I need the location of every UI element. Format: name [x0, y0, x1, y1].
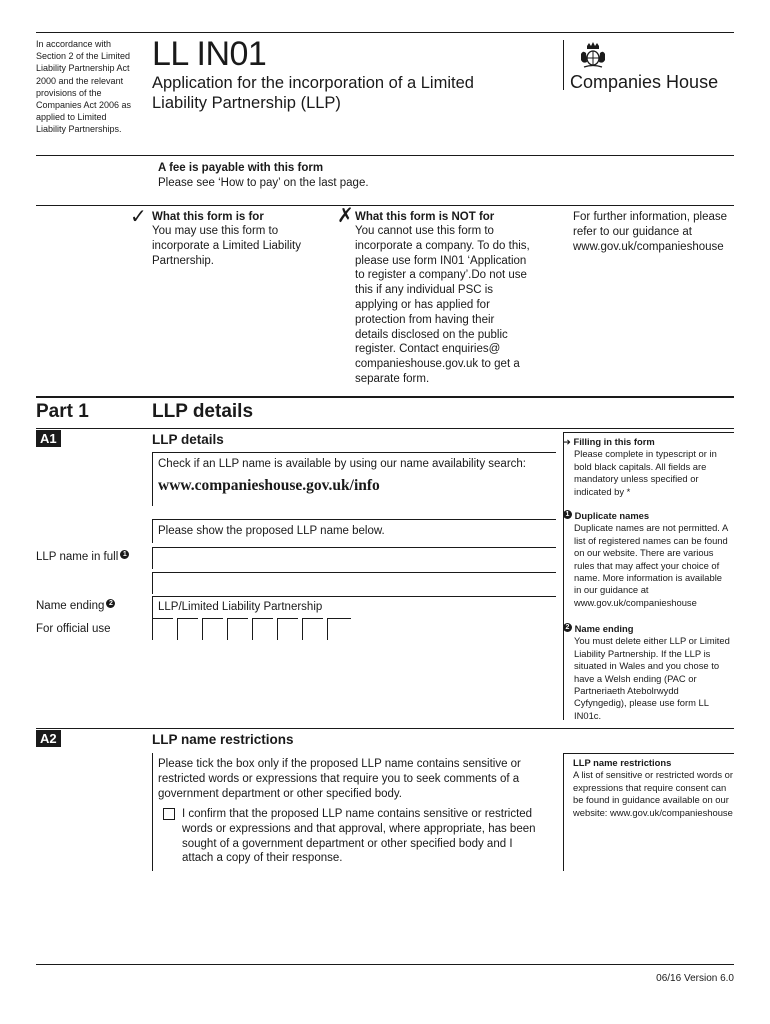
- brand-name: Companies House: [570, 72, 719, 92]
- ending-title: Name ending: [574, 623, 634, 634]
- official-cell: [177, 618, 198, 640]
- ending-block: [563, 623, 731, 722]
- form-not-for-title: What this form is NOT for: [355, 211, 495, 223]
- official-cell: [327, 618, 351, 640]
- name-search-link[interactable]: www.companieshouse.gov.uk/info: [158, 477, 380, 494]
- official-cell: [302, 618, 323, 640]
- official-cell: [277, 618, 298, 640]
- filling-block: [563, 436, 731, 498]
- arrow-icon: ➜: [563, 436, 571, 447]
- note-2-icon: 2: [106, 599, 115, 608]
- guidance-a2-rule: [563, 753, 564, 871]
- name-ending-value: LLP/Limited Liability Partnership: [158, 601, 323, 613]
- official-cell: [202, 618, 223, 640]
- fee-title: A fee is payable with this form: [158, 162, 324, 174]
- header-bottom-rule: [36, 155, 734, 156]
- propose-text: Please show the proposed LLP name below.: [158, 525, 385, 537]
- llp-name-label: [36, 550, 129, 565]
- filling-title: Filling in this form: [573, 436, 655, 447]
- a2-title: LLP name restrictions: [152, 732, 294, 747]
- footer-rule: [36, 964, 734, 965]
- ending-text: You must delete either LLP or Limited Liability Partnership. If the LLP is situated in Wales and you chose to have a Welsh ending (PAC or Partneriaeth Atebolrwydd Cyfyngedig), please use form LL IN01c.: [574, 635, 730, 721]
- further-info-text: For further information, please refer to our guidance at www.gov.uk/companieshouse: [573, 211, 728, 253]
- cross-icon: ✗: [337, 205, 354, 227]
- note-1-guidance-icon: 1: [563, 510, 572, 519]
- header-top-rule: [36, 32, 734, 33]
- part-rule: [36, 396, 734, 398]
- part-title: LLP details: [152, 401, 254, 422]
- llp-name-label-text: LLP name in full: [36, 551, 119, 563]
- restrictions-title: LLP name restrictions: [573, 757, 672, 768]
- note-1-icon: 1: [120, 550, 129, 559]
- note-2-guidance-icon: 2: [563, 623, 572, 632]
- duplicate-block: [563, 510, 731, 609]
- llp-name-input-2[interactable]: [152, 572, 556, 594]
- guidance-a1-top: [563, 432, 734, 433]
- guidance-a2-top: [563, 753, 734, 754]
- form-code: LL IN01: [152, 35, 267, 73]
- logo-rule: [563, 40, 564, 90]
- form-title: Application for the incorporation of a Limited Liability Partnership (LLP): [152, 74, 474, 112]
- name-ending-label: [36, 599, 115, 614]
- part-sub-rule: [36, 428, 734, 429]
- version-text: 06/16 Version 6.0: [656, 973, 734, 984]
- name-search-text: Check if an LLP name is available by using our name availability search:: [158, 458, 526, 470]
- legal-note: In accordance with Section 2 of the Limited Liability Partnership Act 2000 and the relevant provisions of the Companies Act 2006 as applied to Limited Liability Partnerships.: [36, 39, 132, 135]
- form-for-title: What this form is for: [152, 211, 264, 223]
- duplicate-title: Duplicate names: [574, 510, 650, 521]
- duplicate-text: Duplicate names are not permitted. A list of registered names can be found on our website. There are various rules that may affect your choice of name. More information is available in our guidance at www.gov.uk/companieshouse: [574, 522, 728, 608]
- name-ending-label-text: Name ending: [36, 600, 105, 612]
- part-label: Part 1: [36, 401, 89, 422]
- official-cell: [152, 618, 173, 640]
- fee-text: Please see ‘How to pay’ on the last page.: [158, 177, 369, 189]
- restrictions-text: A list of sensitive or restricted words or expressions that require consent can be found in guidance available on our website: www.gov.uk/companieshouse: [573, 769, 733, 818]
- tick-icon: ✓: [130, 206, 147, 228]
- section-tag-a1: A1: [36, 430, 61, 447]
- llp-name-input-1[interactable]: [152, 547, 556, 569]
- royal-crest-icon: [578, 40, 608, 70]
- restriction-confirm-text: I confirm that the proposed LLP name contains sensitive or restricted words or expressions and that approval, where appropriate, has been sought of a government department or other specified body and I attach a copy of their response.: [182, 808, 536, 865]
- filling-text: Please complete in typescript or in bold black capitals. All fields are mandatory unless specified or indicated by *: [574, 448, 717, 497]
- section-tag-a2: A2: [36, 730, 61, 747]
- restrictions-block: [573, 757, 733, 819]
- a2-rule: [36, 728, 734, 729]
- a2-box-rule: [152, 753, 153, 871]
- official-use-label: For official use: [36, 623, 111, 635]
- a1-title: LLP details: [152, 432, 224, 447]
- official-cell: [227, 618, 248, 640]
- form-not-for-text: You cannot use this form to incorporate a company. To do this, please use form IN01 ‘Application to register a company’.Do not use this if any individual PSC is applying or has applied for protection from having their details disclosed on the public register. Contact enquiries@ companieshouse.gov.uk to get a separate form.: [355, 225, 530, 385]
- official-cell: [252, 618, 273, 640]
- form-for-text: You may use this form to incorporate a Limited Liability Partnership.: [152, 225, 301, 267]
- restriction-checkbox[interactable]: [163, 808, 175, 820]
- a2-instruction: Please tick the box only if the proposed LLP name contains sensitive or restricted words or expressions that require you to seek comments of a government department or other specified body.: [158, 758, 521, 800]
